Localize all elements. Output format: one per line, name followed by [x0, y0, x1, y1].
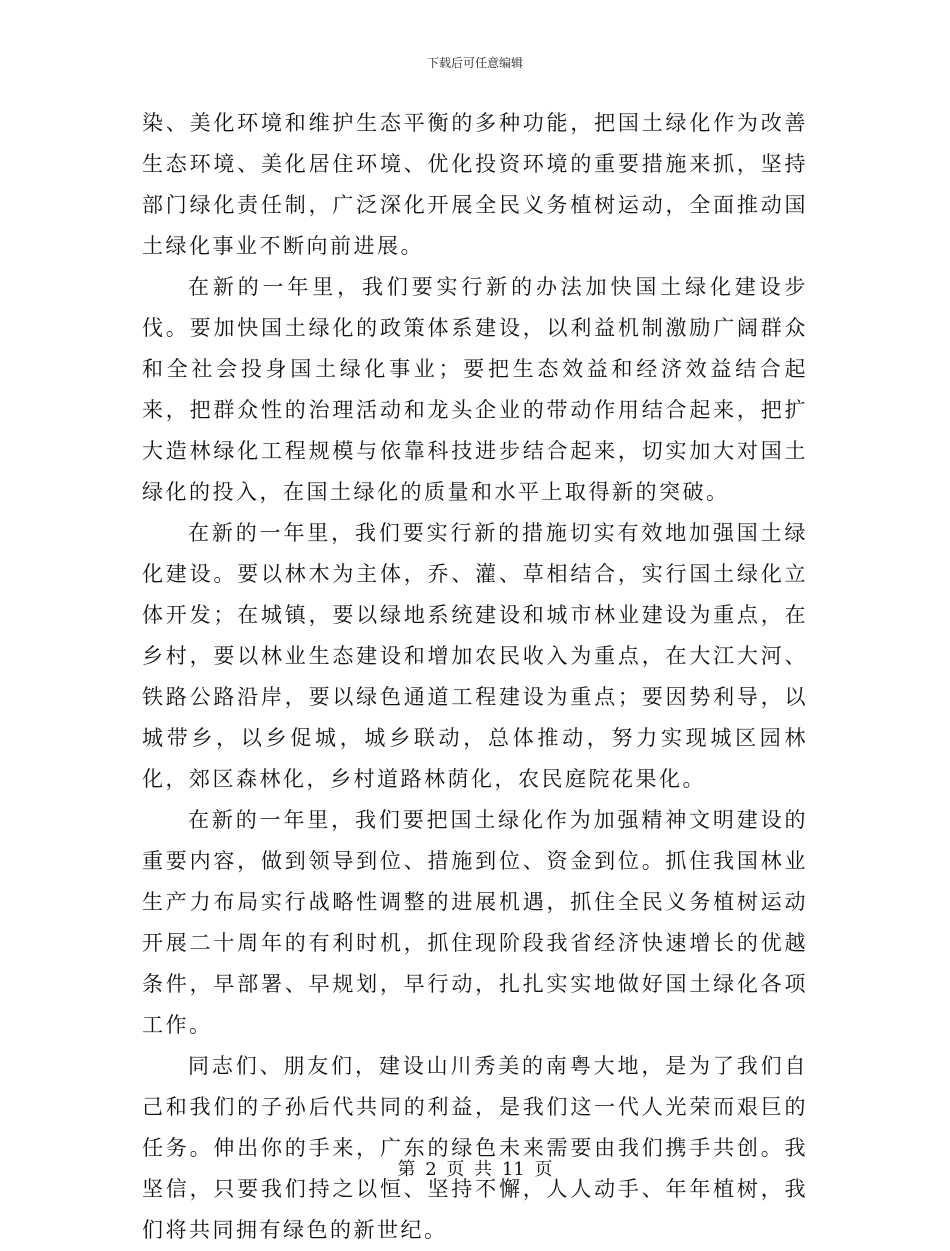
page-header-note: 下载后可任意编辑	[426, 56, 523, 70]
document-body	[142, 103, 808, 1251]
paragraph-3: 在新的一年里，我们要实行新的措施切实有效地加强国土绿化建设。要以林木为主体，乔、灌、草相结合，实行国土绿化立体开发；在城镇，要以绿地系统建设和城市林业建设为重点，在乡村，要以林业生态建设和增加农民收入为重点，在大江大河、铁路公路沿岸，要以绿色通道工程建设为重点；要因势利导，以城带乡，以乡促城，城乡联动，总体推动，努力实现城区园林化，郊区森林化，乡村道路林荫化，农民庭院花果化。	[142, 521, 808, 791]
paragraph-2: 在新的一年里，我们要实行新的办法加快国土绿化建设步伐。要加快国土绿化的政策体系建设，以利益机制激励广阔群众和全社会投身国土绿化事业；要把生态效益和经济效益结合起来，把群众性的治理活动和龙头企业的带动作用结合起来，把扩大造林绿化工程规模与依靠科技进步结合起来，切实加大对国土绿化的投入，在国土绿化的质量和水平上取得新的突破。	[142, 275, 808, 504]
paragraph-4: 在新的一年里，我们要把国土绿化作为加强精神文明建设的重要内容，做到领导到位、措施到位、资金到位。抓住我国林业生产力布局实行战略性调整的进展机遇，抓住全民义务植树运动开展二十周年的有利时机，抓住现阶段我省经济快速增长的优越条件，早部署、早规划，早行动，扎扎实实地做好国土绿化各项工作。	[142, 808, 808, 1037]
page-number-footer: 第 2 页 共 11 页	[397, 1159, 553, 1180]
paragraph-continuation: 染、美化环境和维护生态平衡的多种功能，把国土绿化作为改善生态环境、美化居住环境、优化投资环境的重要措施来抓，坚持部门绿化责任制，广泛深化开展全民义务植树运动，全面推动国土绿化事业不断向前进展。	[142, 111, 808, 258]
paragraph-5: 同志们、朋友们，建设山川秀美的南粤大地，是为了我们自己和我们的子孙后代共同的利益，是我们这一代人光荣而艰巨的任务。伸出你的手来，广东的绿色未来需要由我们携手共创。我坚信，只要我们持之以恒、坚持不懈，人人动手、年年植树，我们将共同拥有绿色的新世纪。	[142, 1054, 808, 1242]
